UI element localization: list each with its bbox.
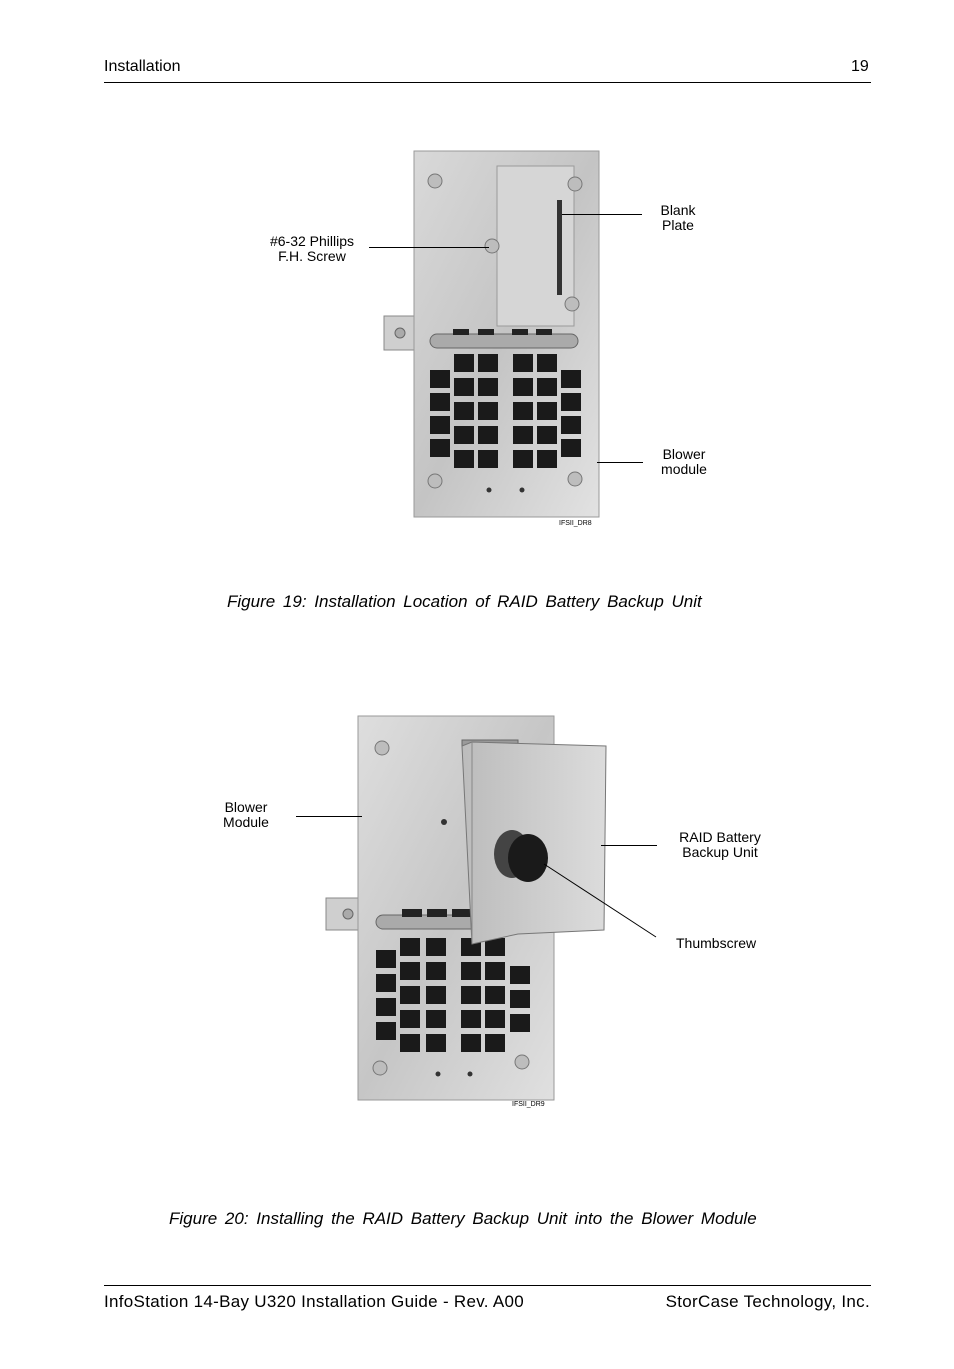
header-page-number: 19 bbox=[851, 58, 869, 75]
figure-19-image-id: IFSII_DR8 bbox=[559, 520, 592, 527]
callout-blank-plate bbox=[648, 203, 708, 233]
callout-blank-line2: Plate bbox=[662, 217, 694, 233]
callout-blower-module-20 bbox=[216, 800, 276, 830]
header-rule bbox=[104, 82, 871, 83]
callout-screw-line2: F.H. Screw bbox=[278, 248, 346, 264]
leader-blower-module-20 bbox=[296, 816, 362, 817]
callout-raid-line1: RAID Battery bbox=[679, 829, 761, 845]
leader-screw bbox=[369, 247, 489, 248]
callout-raid-line2: Backup Unit bbox=[682, 844, 758, 860]
header-section-title: Installation bbox=[104, 58, 181, 75]
footer-company: StorCase Technology, Inc. bbox=[665, 1292, 870, 1311]
callout-blank-line1: Blank bbox=[660, 202, 696, 218]
callout-screw bbox=[262, 234, 362, 264]
callout-blower20-line2: Module bbox=[223, 814, 269, 830]
figure-19-caption: Figure 19: Installation Location of RAID Battery Backup Unit bbox=[227, 592, 702, 611]
leader-raid-battery bbox=[601, 845, 657, 846]
figure-20-image-id: IFSII_DR9 bbox=[512, 1101, 545, 1108]
leader-blower-module-19 bbox=[597, 462, 643, 463]
callout-blower19-line2: module bbox=[661, 461, 707, 477]
callout-blower19-line1: Blower bbox=[662, 446, 706, 462]
callout-screw-line1: #6-32 Phillips bbox=[269, 233, 355, 249]
footer-rule bbox=[104, 1285, 871, 1286]
figure-20-caption: Figure 20: Installing the RAID Battery Backup Unit into the Blower Module bbox=[169, 1209, 757, 1228]
figure-19-illustration bbox=[380, 148, 605, 520]
callout-blower-module-19 bbox=[650, 447, 718, 477]
callout-raid-battery bbox=[670, 830, 770, 860]
callout-thumbscrew: Thumbscrew bbox=[676, 935, 757, 951]
leader-blank-plate bbox=[562, 214, 642, 215]
leader-thumbscrew bbox=[540, 860, 660, 940]
callout-blower20-line1: Blower bbox=[224, 799, 268, 815]
footer-document-title: InfoStation 14-Bay U320 Installation Guide - Rev. A00 bbox=[104, 1292, 525, 1311]
